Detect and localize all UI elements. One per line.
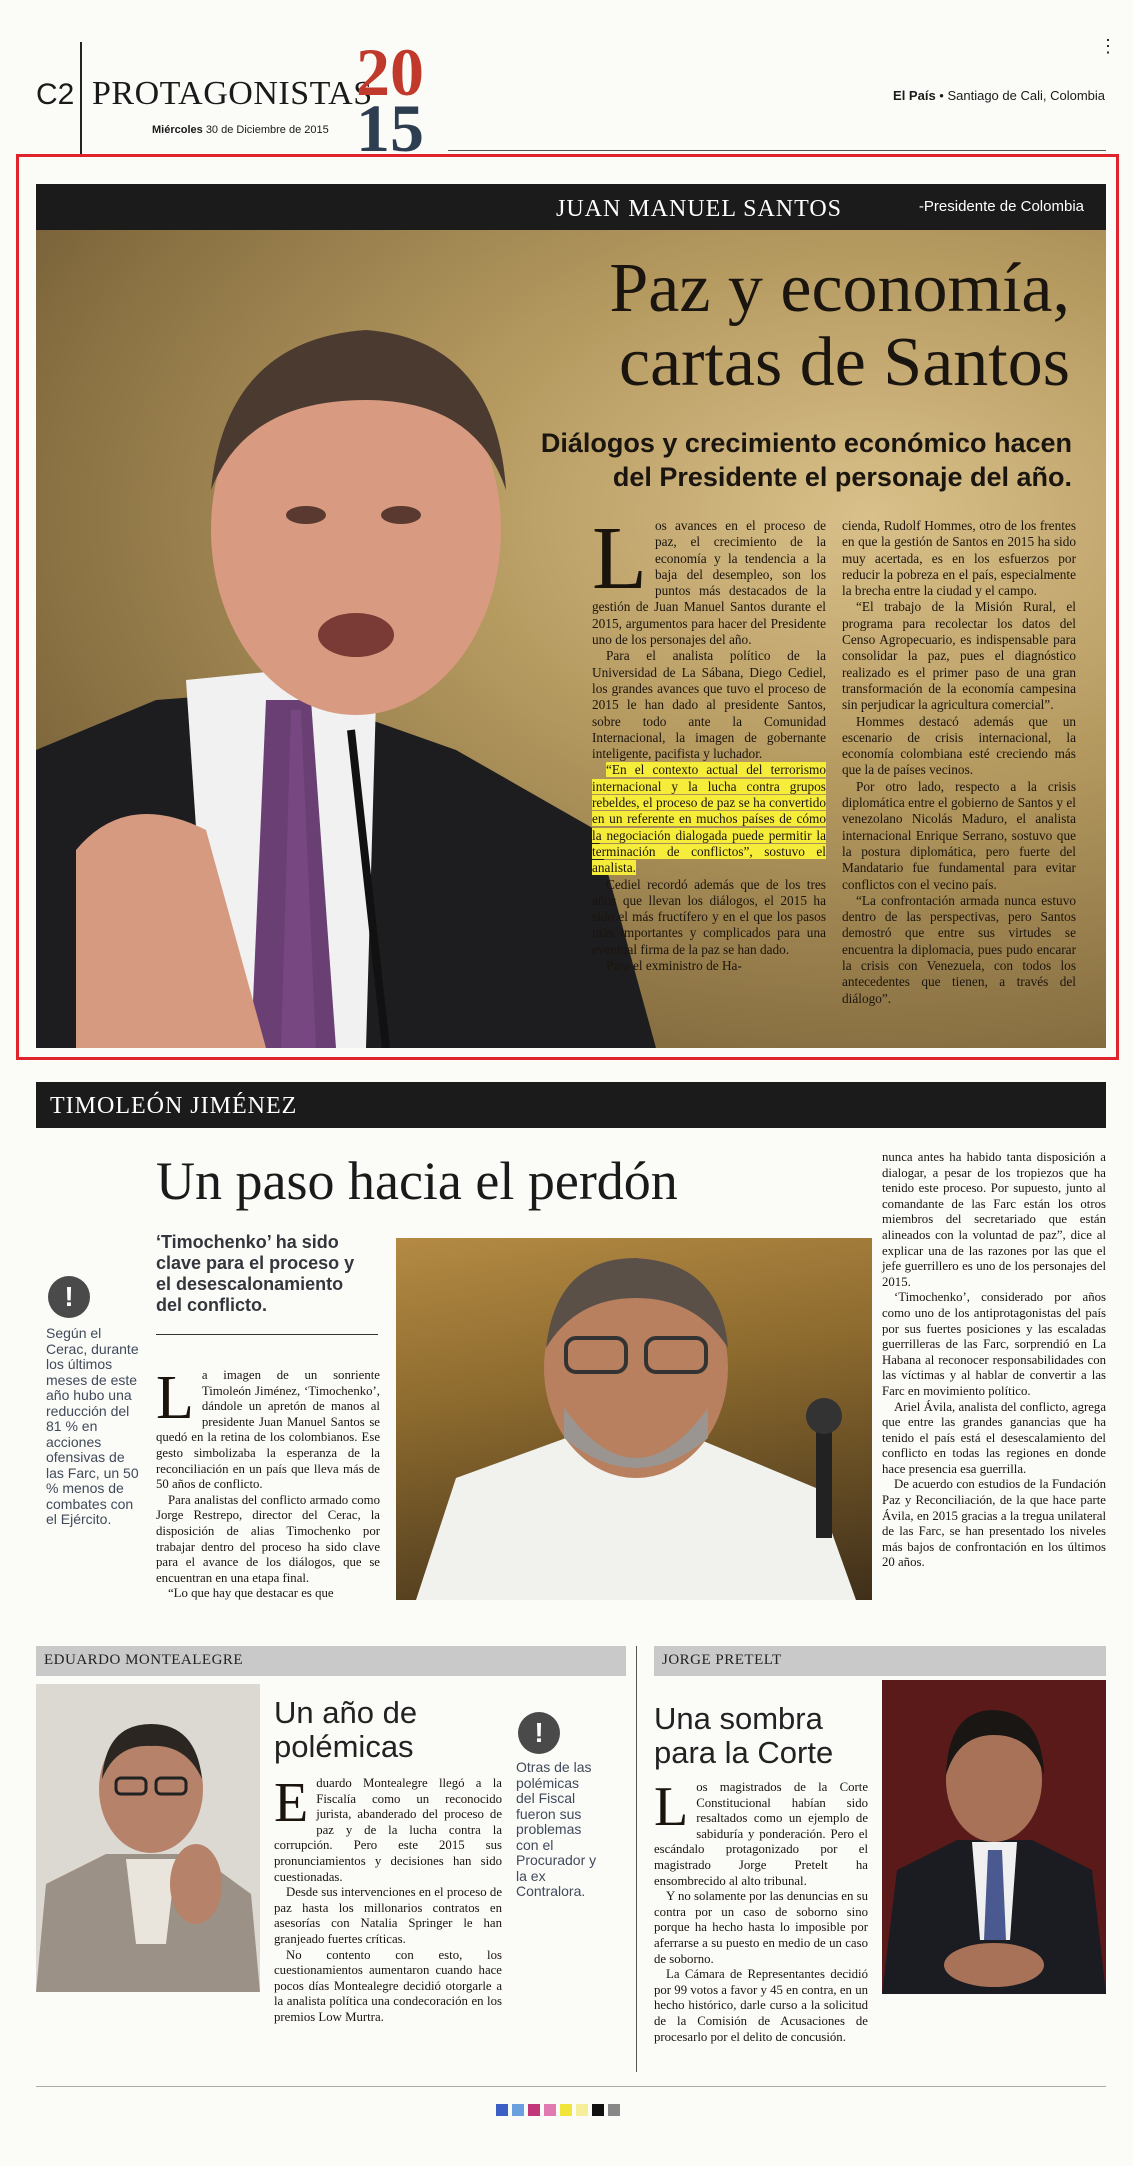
exclamation-circle-icon: ! [518, 1712, 560, 1754]
color-strip-pink [544, 2104, 556, 2116]
pretelt-column [654, 1776, 868, 2045]
montealegre-photo [36, 1684, 260, 1992]
feature-col2-p5: “La confrontación armada nunca estuvo dentro de las perspectivas, pero Santos demostró que entre sus virtudes se encuentra la diplomacia, pues pudo encarar la crisis con Venezuela, con todos los antecedentes que tienen, a través del diálogo”. [842, 892, 1076, 1006]
feature-headline-line1: Paz y economía, [609, 250, 1070, 327]
logo-year-top: 20 [356, 34, 424, 110]
feature-dropcap: L [592, 509, 647, 608]
feature-name: JUAN MANUEL SANTOS [556, 196, 843, 222]
feature-col2-p3: Hommes destacó además que un escenario de crisis internacional, la economía colombiana esté creciendo más que la de países vecinos. [842, 713, 1076, 778]
montealegre-p3: No contento con esto, los cuestionamientos aumentaron cuando hace pocos días Montealegre decidió otorgarle a la analista política una condecoración en los premios Low Murtra. [274, 1947, 502, 2024]
feature-col1-p1: os avances en el proceso de paz, el crecimiento de la economía y la tendencia a la baja del desempleo, son los puntos más destacados de la gestión de Juan Manuel Santos durante el 2015, argumentos para hacer del Presidente uno de los personajes del año. [592, 518, 826, 648]
pretelt-p3: La Cámara de Representantes decidió por 99 votos a favor y 45 en contra, en un hecho histórico, darle curso a la solicitud de la Comisión de Acusaciones de procesarlo por el delito de concusión. [654, 1967, 868, 2044]
timochenko-photo [396, 1238, 872, 1600]
corner-marks: ⋮ [1099, 36, 1115, 56]
publication-name: El País [893, 88, 936, 103]
timoleon-column-1 [156, 1364, 380, 1602]
edition-date [152, 124, 329, 136]
timoleon-p1: a imagen de un sonriente Timoleón Jiménez, ‘Timochenko’, dándole un apretón de manos al presidente Juan Manuel Santos se quedó en la retina de los colombianos. Ese gesto simbolizaba la esperanza de la reconciliación en un país que lleva más de 50 años de conflicto. [156, 1368, 380, 1492]
timoleon-name-bar [36, 1082, 1106, 1128]
feature-role: -Presidente de Colombia [918, 198, 1084, 215]
montealegre-column [274, 1772, 502, 2026]
timoleon-dropcap: L [156, 1364, 194, 1432]
feature-highlighted-quote: “En el contexto actual del terrorismo internacional y la lucha contra grupos rebeldes, el proceso de paz se ha convertido en un referente en muchos países de cómo la negociación dialogada puede permitir la terminación de conflictos”, sostuvo el analista. [592, 762, 826, 876]
feature-subheadline [520, 426, 1072, 494]
pretelt-headline-line1: Una sombra [654, 1701, 823, 1736]
feature-col2-p2: “El trabajo de la Misión Rural, el programa para recolectar los datos del Censo Agropecuario, es indispensable para consolidar la paz, pues el diagnóstico realizado es el primer paso de una gran transformación de la economía campesina sin perjudicar la agricultura comercial”. [842, 599, 1076, 713]
pretelt-headline [654, 1702, 833, 1770]
montealegre-p2: Desde sus intervenciones en el proceso de paz hasta los millonarios contratos en asesorías con Natalia Springer le han granjeado fuertes críticas. [274, 1885, 502, 1946]
pretelt-p1: os magistrados de la Corte Constitucional habían sido resaltados como un ejemplo de sabiduría y ponderación. Pero el escándalo protagonizado por el magistrado Jorge Pretelt ha ensombrecido al alto tribunal. [654, 1780, 868, 1888]
pretelt-name-bar [654, 1646, 1106, 1676]
section-title: PROTAGONISTAS [92, 75, 373, 112]
montealegre-name: EDUARDO MONTEALEGRE [44, 1652, 244, 1668]
feature-col1-p3: Cediel recordó además que de los tres años que llevan los diálogos, el 2015 ha sido el más fructífero y en el que los pasos más importantes y complicados para una eventual firma de la paz se han dado. [592, 876, 826, 957]
timoleon-headline: Un paso hacia el perdón [156, 1151, 678, 1211]
timoleon-side-note: Según el Cerac, durante los últimos meses de este año hubo una reducción del 81 % en acciones ofensivas de las Farc, un 50 % menos de combates con el Ejército. [46, 1325, 139, 1527]
color-strip-light-blue [512, 2104, 524, 2116]
feature-col1-p2: Para el analista político de la Universidad de La Sábana, Diego Cediel, los grandes avances que tuvo el proceso de 2015 le han dado al presidente Santos, sobre todo ante la Comunidad Internacional, la imagen de gobernante inteligente, pacifista y luchador. [592, 648, 826, 762]
timoleon-p2: Para analistas del conflicto armado como Jorge Restrepo, director del Cerac, la disposición de alias Timochenko por trabajar dentro del proceso ha sido clave para el avance de los diálogos, que se encuentran en una etapa final. [156, 1492, 380, 1585]
timoleon-deck-rule [156, 1334, 378, 1335]
feature-name-bar [36, 184, 1106, 230]
color-strip-black [592, 2104, 604, 2116]
timochenko-portrait-illustration [396, 1238, 872, 1600]
feature-col1-quote [592, 762, 826, 876]
timoleon-deck: ‘Timochenko’ ha sido clave para el proceso y el desescalonamiento del conflicto. [156, 1232, 355, 1315]
timoleon-column-2 [882, 1150, 1106, 1571]
year-logo [356, 34, 448, 166]
header-rule [448, 150, 1106, 151]
pretelt-photo [882, 1680, 1106, 1994]
exclamation-circle-icon: ! [48, 1276, 90, 1318]
color-strip-yellow [560, 2104, 572, 2116]
montealegre-headline-line1: Un año de [274, 1695, 418, 1730]
column-divider [636, 1646, 637, 2072]
edition-date-text: 30 de Diciembre de 2015 [205, 124, 329, 136]
feature-col2-p1: cienda, Rudolf Hommes, otro de los frentes en que la gestión de Santos en 2015 ha sido muy acertada, es en los esfuerzos por reducir la pobreza en el país, especialmente la brecha entre la ciudad y el campo. [842, 518, 1076, 599]
pretelt-dropcap: L [654, 1776, 689, 1838]
montealegre-name-bar [36, 1646, 626, 1676]
color-strip-blue [496, 2104, 508, 2116]
header-divider [80, 42, 82, 154]
logo-year-bottom: 15 [356, 90, 424, 166]
timoleon-r3: Ariel Ávila, analista del conflicto, agrega que entre las grandes ganancias que ha tenido el país está el desescalamiento del conflicto en todas las regiones en donde hace presencia esa guerrilla. [882, 1399, 1106, 1476]
montealegre-portrait-illustration [36, 1684, 260, 1992]
color-strip-light-yellow [576, 2104, 588, 2116]
montealegre-side-note: Otras de las polémicas del Fiscal fueron sus problemas con el Procurador y la ex Contralora. [516, 1759, 597, 1899]
feature-col2-p4: Por otro lado, respecto a la crisis diplomática entre el gobierno de Santos y el venezolano Nicolás Maduro, el analista internacional Enrique Serrano, sostuvo que la postura diplomática, pero fuerte del Mandatario fue fundamental para evitar conflictos con el vecino país. [842, 778, 1076, 892]
pretelt-headline-line2: para la Corte [654, 1735, 834, 1770]
feature-headline-line2: cartas de Santos [619, 324, 1070, 401]
feature-subheadline-line1: Diálogos y crecimiento económico hacen [540, 428, 1072, 458]
color-strip-magenta [528, 2104, 540, 2116]
edition-day: Miércoles [152, 124, 203, 136]
montealegre-p1: duardo Montealegre llegó a la Fiscalía como un reconocido jurista, abanderado del proceso de paz y de la lucha contra la corrupción. Pero este 2015 sus pronunciamientos y decisiones han sido cuestionadas. [274, 1776, 502, 1884]
feature-subheadline-line2: del Presidente el personaje del año. [612, 462, 1072, 492]
montealegre-dropcap: E [274, 1772, 309, 1834]
timoleon-name: TIMOLEÓN JIMÉNEZ [50, 1093, 298, 1119]
pretelt-p2: Y no solamente por las denuncias en su contra por un caso de soborno sino porque ha hecho hasta lo imposible por aferrarse a su puesto en medio de un caso de soborno. [654, 1889, 868, 1966]
montealegre-headline [274, 1696, 417, 1764]
feature-headline [510, 252, 1070, 400]
color-strip-grey [608, 2104, 620, 2116]
timoleon-r1: nunca antes ha habido tanta disposición a dialogar, a pesar de los tropiezos que ha tenido este proceso. Por supuesto, junto al comandante de las Farc están los otros miembros del secretariado que están alineados con la voluntad de paz”, dice al explicar una de las razones por las que el jefe guerrillero es uno de los personajes del 2015. [882, 1150, 1106, 1289]
publication-location: • Santiago de Cali, Colombia [939, 88, 1105, 103]
timoleon-p3: “Lo que hay que destacar es que [168, 1586, 334, 1601]
footer-rule [36, 2086, 1106, 2087]
pretelt-portrait-illustration [882, 1680, 1106, 1994]
pretelt-name: JORGE PRETELT [662, 1652, 782, 1668]
feature-col1-p4: Para el exministro de Ha- [606, 958, 742, 974]
publication-line [893, 88, 1105, 103]
timoleon-r4: De acuerdo con estudios de la Fundación Paz y Reconciliación, de la que hace parte Ávila, en 2015 gracias a la tregua unilateral de las Farc, se han presentado los niveles más bajos de confrontación en los últimos 20 años. [882, 1477, 1106, 1570]
feature-column-1 [592, 509, 826, 974]
timoleon-r2: ‘Timochenko’, considerado por años como uno de los antiprotagonistas del país por sus fuertes posiciones y las escaladas guerrilleras de las Farc, sorprendió en La Habana al reconocer responsabilidades con las víctimas y al hablar de convertir a las Farc en movimiento político. [882, 1290, 1106, 1398]
feature-column-2 [842, 518, 1076, 1007]
page-number: C2 [36, 78, 75, 111]
montealegre-headline-line2: polémicas [274, 1729, 414, 1764]
